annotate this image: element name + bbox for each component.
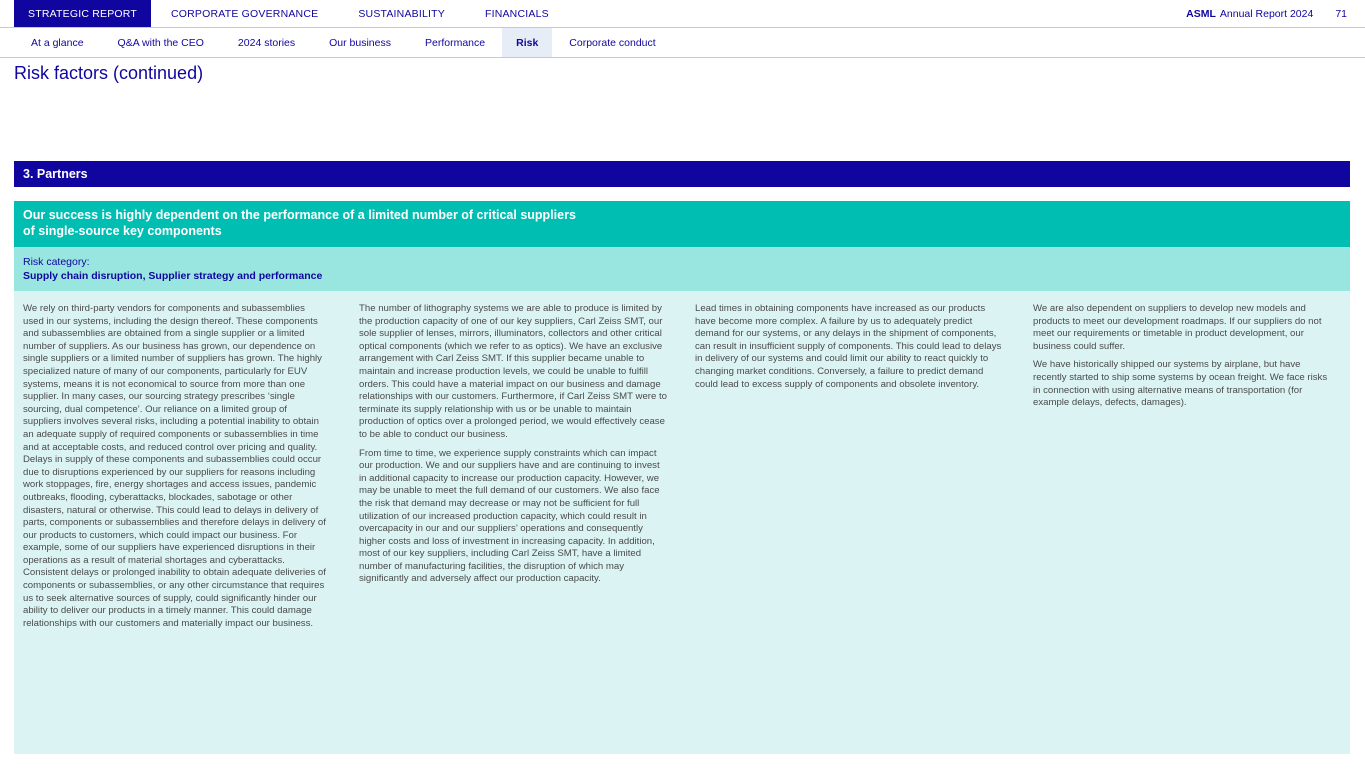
top-navigation (0, 0, 1365, 28)
text-column-1 (23, 303, 328, 636)
page-title: Risk factors (continued) (14, 63, 204, 83)
report-name: Annual Report 2024 (1219, 7, 1314, 20)
risk-category-value: Supply chain disruption, Supplier strategy and performance (23, 270, 323, 282)
subtab-2024-stories[interactable]: 2024 stories (237, 36, 296, 49)
section-header: 3. Partners (14, 161, 1350, 187)
tab-sustainability[interactable]: SUSTAINABILITY (358, 7, 445, 20)
subtab-at-a-glance[interactable]: At a glance (31, 36, 84, 49)
tab-strategic-report[interactable]: STRATEGIC REPORT (14, 0, 151, 27)
paragraph: The number of lithography systems we are able to produce is limited by the production capacity of one of our key suppliers, Carl Zeiss SMT, our sole supplier of lenses, mirrors, illuminators, collectors and other critical optical components (which we refer to as optics). We have an exclusive arrangement with Carl Zeiss SMT. If this supplier became unable to maintain and increase production levels, we could be unable to fulfill orders. This could have a material impact on our business and damage relationships with our customers. Furthermore, if Carl Zeiss SMT were to terminate its supply relationship with us or be unable to maintain production of optics over a prolonged period, we would effectively cease to be able to conduct our business. (359, 303, 667, 440)
tab-corporate-governance[interactable]: CORPORATE GOVERNANCE (171, 7, 319, 20)
tab-financials[interactable]: FINANCIALS (484, 7, 549, 20)
risk-category-label: Risk category: (23, 256, 90, 268)
risk-heading (14, 201, 1350, 247)
sub-navigation (0, 28, 1365, 58)
text-column-3 (695, 303, 1005, 397)
report-info (1186, 0, 1365, 27)
subtab-qa-ceo[interactable]: Q&A with the CEO (117, 36, 204, 49)
paragraph: We rely on third-party vendors for components and subassemblies used in our systems, including the design thereof. These components and subassemblies are obtained from a single supplier or a limited number of suppliers. As our business has grown, our dependence on single suppliers or a limited number of suppliers has grown. The highly specialized nature of many of our components, particularly for EUV systems, means it is not economical to source from more than one supplier. In many cases, our sourcing strategy prescribes ‘single sourcing, dual competence’. Our reliance on a limited group of suppliers involves several risks, including a potential inability to obtain an adequate supply of required components or subassemblies in time and at acceptable costs, and reduced control over pricing and quality. Delays in supply of these components and subassemblies could occur due to disruptions experienced by our suppliers for reasons including work stoppages, fire, energy shortages and access issues, pandemic outbreaks, flooding, cyberattacks, blockades, sabotage or other disasters, natural or otherwise. This could lead to delays in delivery of parts, components or subassemblies and therefore delays in delivery of our products to customers, which could impact our business. For example, some of our suppliers have experienced disruptions in their operations as a result of material shortages and cyberattacks. Consistent delays or prolonged inability to obtain adequate deliveries of components or subassemblies, or any other circumstance that requires us to seek alternative sources of supply, could significantly hinder our ability to deliver our products in a timely manner. This could damage relationships with our customers and materially impact our business. (23, 303, 326, 629)
risk-heading-line-1: Our success is highly dependent on the performance of a limited number of critical suppliers (23, 208, 576, 222)
paragraph: We have historically shipped our systems by airplane, but have recently started to ship some systems by ocean freight. We face risks in connection with using alternative means of transportation (for example delays, defects, damages). (1033, 359, 1328, 409)
risk-category (14, 247, 1350, 291)
paragraph: Lead times in obtaining components have increased as our products have become more complex. A failure by us to adequately predict demand for our systems, or any delays in the shipment of components, can result in insufficient supply of components. This could lead to delays in delivery of our systems and could limit our ability to react quickly to changing market conditions. Conversely, a failure to predict demand could lead to excess supply of components and obsolete inventory. (695, 303, 1002, 390)
paragraph: From time to time, we experience supply constraints which can impact our production. We and our suppliers have and are continuing to invest in additional capacity to increase our production capacity. However, we may be unable to meet the full demand of our customers. We also face the risk that demand may decrease or may not be sufficient for full utilization of our increased production capacity, which could result in overcapacity in our and our suppliers’ operations and consequently higher costs and loss of investment in increasing capacity. In addition, most of our key suppliers, including Carl Zeiss SMT, have a limited number of manufacturing facilities, the disruption of which may significantly and adversely affect our production capacity. (359, 447, 660, 585)
text-column-4 (1033, 303, 1332, 416)
page-number: 71 (1335, 7, 1347, 20)
paragraph: We are also dependent on suppliers to develop new models and products to meet our development roadmaps. If our suppliers do not meet our requirements or timetable in product development, our business could suffer. (1033, 303, 1322, 352)
subtab-performance[interactable]: Performance (425, 36, 486, 49)
subtab-risk[interactable]: Risk (502, 28, 552, 57)
subtab-our-business[interactable]: Our business (329, 36, 391, 49)
risk-body (14, 291, 1350, 754)
subtab-corporate-conduct[interactable]: Corporate conduct (569, 36, 656, 49)
text-column-2 (359, 303, 669, 592)
risk-heading-line-2: of single-source key components (23, 224, 222, 238)
brand-name: ASML (1186, 7, 1216, 20)
